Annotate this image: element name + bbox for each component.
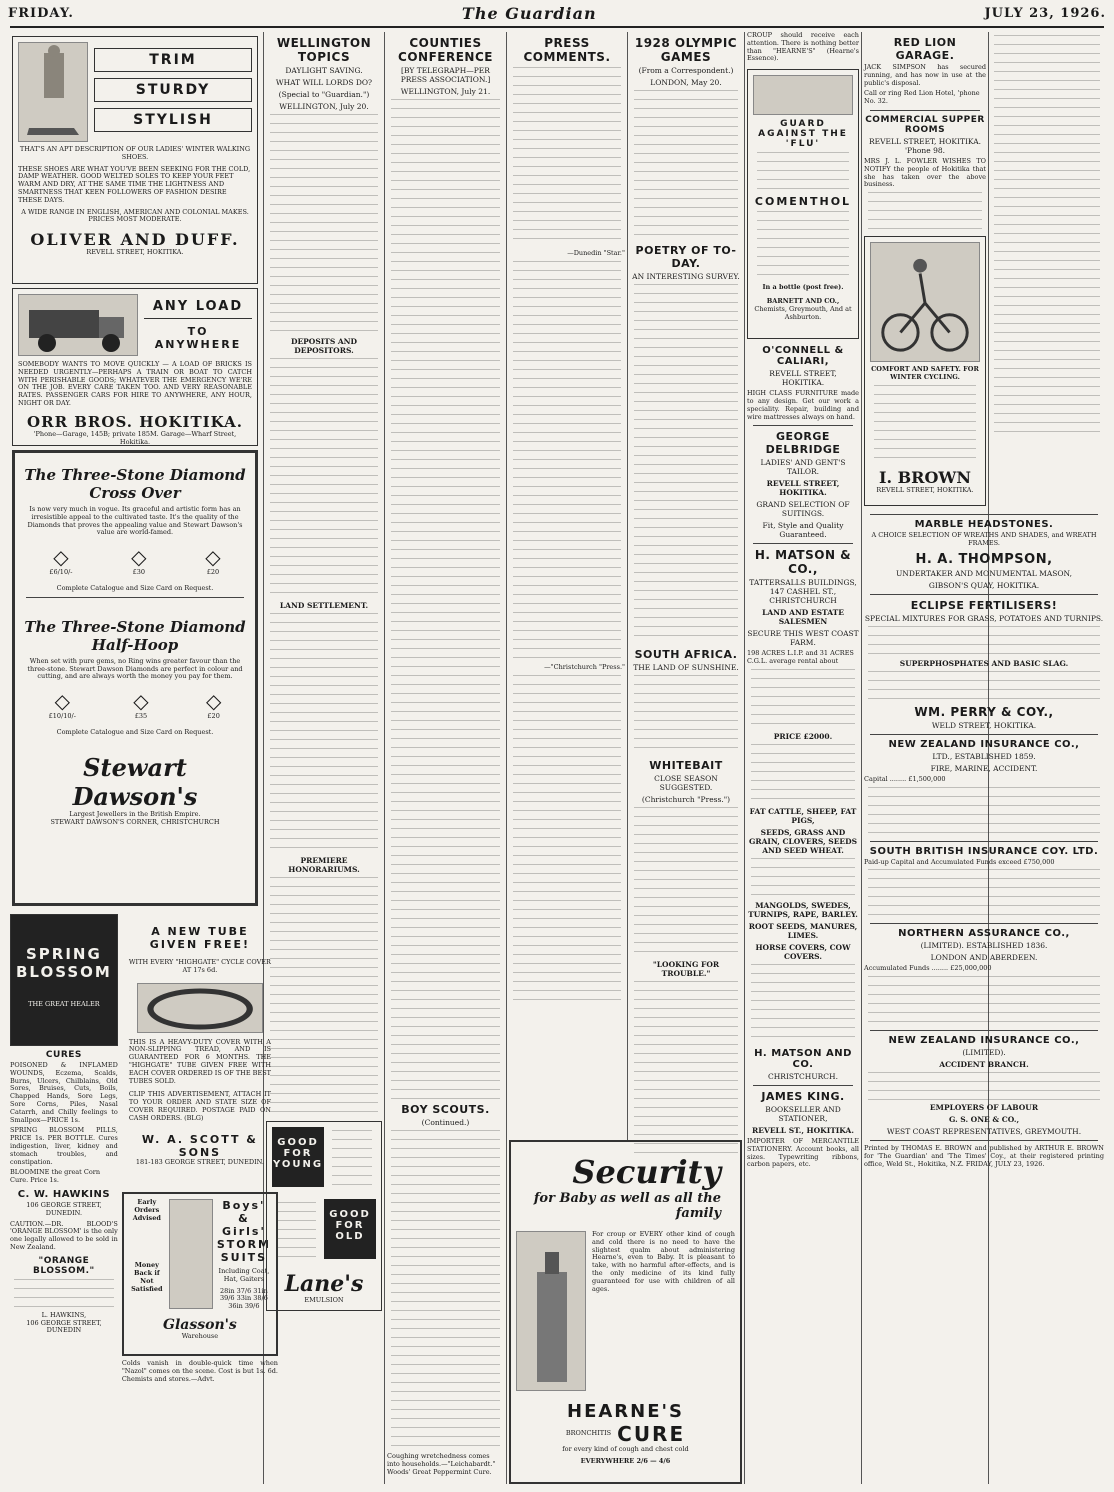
employers-heading: EMPLOYERS OF LABOUR: [929, 1103, 1039, 1113]
thompson-sub: UNDERTAKER AND MONUMENTAL MASON,: [895, 568, 1073, 578]
trim-range: A WIDE RANGE IN ENGLISH, AMERICAN AND COLONIAL MAKES. PRICES MOST MODERATE.: [21, 207, 249, 224]
africa-title: SOUTH AFRICA.: [634, 648, 738, 661]
nzi2-name: NEW ZEALAND INSURANCE CO.,: [888, 1035, 1080, 1047]
delbridge-fit: Fit, Style and Quality Guaranteed.: [762, 521, 844, 540]
column-7: [747, 32, 859, 1484]
barnett-name: BARNETT AND CO.,: [766, 296, 840, 305]
column-counties: [387, 32, 504, 1484]
blossom-sub: THE GREAT HEALER: [28, 1000, 100, 1008]
supper-text: MRS J. L. FOWLER WISHES TO NOTIFY the people of Hokitika that she has taken over the above business.: [864, 156, 986, 189]
northern-funds: Accumulated Funds ........ £25,000,000: [864, 964, 992, 973]
truck-illustration: [18, 294, 138, 356]
hmatson-acres: 198 ACRES L.I.P. and 31 ACRES C.G.L. average rental about: [747, 649, 854, 666]
oliver-address: REVELL STREET, HOKITIKA.: [86, 248, 184, 257]
lanes-good-old: GOOD FOR OLD: [324, 1199, 376, 1259]
nzi-capital: Capital ........ £1,500,000: [864, 774, 946, 783]
caution-text: CAUTION.—DR. BLOOD'S 'ORANGE BLOSSOM' is the only one legally allowed to be sold in New Zealand.: [10, 1219, 118, 1251]
ring-item: [131, 545, 146, 577]
col8-left: [864, 32, 986, 510]
tube-title: A NEW TUBE GIVEN FREE!: [149, 925, 251, 951]
comenthol-name: COMENTHOL: [754, 195, 852, 209]
lanes-sub: EMULSION: [304, 1296, 344, 1304]
lanes-brand: Lane's: [284, 1271, 364, 1297]
hmatson-sub: TATTERSALLS BUILDINGS, 147 CASHEL ST., CHRISTCHURCH: [749, 578, 857, 606]
honours-heading: PREMIERE HONORARIUMS.: [288, 856, 360, 874]
james-sub: BOOKSELLER AND STATIONER,: [765, 1104, 841, 1123]
cure-word: CURE: [617, 1422, 686, 1446]
wellington-sub1: DAYLIGHT SAVING.: [285, 66, 363, 75]
olympic-date: LONDON, May 20.: [650, 78, 722, 87]
james-address: REVELL ST., HOKITIKA.: [752, 1125, 854, 1135]
orr-bros-ad: [12, 288, 258, 446]
thompson-address: GIBSON'S QUAY, HOKITIKA.: [928, 580, 1040, 590]
glasson-sub: Warehouse: [181, 1331, 219, 1340]
hmatson-cattle: FAT CATTLE, SHEEP, FAT PIGS,: [749, 806, 857, 825]
scott-address: 181-183 GEORGE STREET, DUNEDIN.: [135, 1157, 264, 1166]
red-lion-garage: RED LION GARAGE.: [893, 36, 957, 62]
hawkins2-name: L. HAWKINS,: [41, 1310, 87, 1319]
dunedin-star: —Dunedin "Star.": [567, 249, 625, 257]
ring-item: [49, 545, 72, 577]
coughing-text: Coughing wretchedness comes into households.—"Leichabardt.": [387, 1452, 496, 1468]
ring-icon: ◇: [205, 689, 222, 714]
storm-sizes: 28in 37/6 31in 39/6 33in 38/6 36in 39/6: [219, 1286, 268, 1311]
to-anywhere: TO ANYWHERE: [154, 325, 242, 351]
delbridge-address: REVELL STREET, HOKITIKA.: [766, 479, 840, 498]
tube-text: THIS IS A HEAVY-DUTY COVER WITH A NON-SLIPPING TREAD, AND IS GUARANTEED FOR 6 MONTHS. THE "HIGHGATE" TUBE GIVEN FREE WITH EACH COVER ORDERED IS OF THE BEST TUBES SOLD.: [128, 1037, 271, 1085]
any-load: ANY LOAD: [144, 299, 252, 319]
comenthol-ad: [747, 69, 859, 339]
diamond1-rings: [20, 545, 250, 577]
hmatson-name: H. MATSON & CO.,: [754, 548, 852, 577]
whitebait-sub: CLOSE SEASON SUGGESTED.: [654, 774, 718, 792]
bronchitis-word: BRONCHITIS: [565, 1429, 612, 1438]
diamond1-title: The Three-Stone Diamond Cross Over: [24, 466, 246, 502]
trim-caption: THAT'S AN APT DESCRIPTION OF OUR LADIES' WINTER WALKING SHOES.: [19, 145, 251, 161]
cycling-ad: [864, 236, 986, 506]
gs-name: G. S. ONE & CO.,: [948, 1115, 1020, 1125]
northern-sub: (LIMITED). ESTABLISHED 1836.: [920, 941, 1048, 951]
ring-price: £10/10/-: [48, 712, 76, 721]
masthead: [0, 0, 1114, 26]
gs-sub: WEST COAST REPRESENTATIVES, GREYMOUTH.: [886, 1127, 1082, 1137]
hawkins-address: 106 GEORGE STREET, DUNEDIN.: [26, 1200, 102, 1217]
orr-phone: 'Phone—Garage, 145B; private 185M. Garage—Wharf Street, Hokitika.: [33, 429, 237, 446]
nzi-sub: LTD., ESTABLISHED 1859.: [932, 751, 1036, 761]
marble-headstones: MARBLE HEADSTONES.: [914, 519, 1054, 531]
column-wellington: [266, 32, 382, 1484]
diamond2-rings: [20, 689, 250, 721]
child-illustration: [169, 1199, 213, 1309]
oconnell-name: O'CONNELL & CALIARI,: [762, 345, 844, 368]
ring-icon: ◇: [205, 545, 221, 570]
colds-text: Colds vanish in double-quick time when "Nazol" comes on the scene. Cost is but 1s. 6d. Chemists and stores.—Advt.: [121, 1359, 278, 1383]
oconnell-address: REVELL STREET, HOKITIKA.: [769, 369, 837, 388]
eclipse-sub: SPECIAL MIXTURES FOR GRASS, POTATOES AND TURNIPS.: [864, 613, 1104, 623]
oconnell-text: HIGH CLASS FURNITURE made to any design. Get our work a speciality. Repair, building and wire mattresses always on hand.: [747, 389, 859, 421]
column-divider: [384, 32, 385, 1484]
masthead-rule: [10, 26, 1104, 28]
ring-price: £20: [206, 568, 220, 577]
ring-item: [133, 689, 148, 721]
hmatson-secure: SECURE THIS WEST COAST FARM.: [747, 629, 859, 648]
orr-bros: ORR BROS. HOKITIKA.: [27, 412, 243, 431]
early-orders: Early Orders Advised: [132, 1198, 161, 1222]
stylish-word: STYLISH: [94, 108, 252, 132]
eclipse-fertilisers: ECLIPSE FERTILISERS!: [910, 598, 1058, 612]
tube-column: [122, 910, 278, 1383]
hmatson-bottom-sub: CHRISTCHURCH.: [768, 1071, 838, 1081]
tube-illustration: [137, 983, 263, 1033]
ring-icon: ◇: [54, 689, 70, 714]
wellington-date: WELLINGTON, July 20.: [279, 102, 369, 111]
trim-text: THESE SHOES ARE WHAT YOU'VE BEEN SEEKING FOR THE COLD, DAMP WEATHER. GOOD WELTED SOLES TO KEEP YOUR FEET WARM AND DRY, AT THE SAME TIME THE LIGHTNESS AND SMARTNESS THAT KEEN FOLLOWERS OF FASHION DESIRE THESE DAYS.: [18, 164, 251, 204]
hmatson-barley: MANGOLDS, SWEDES, TURNIPS, RAPE, BARLEY.: [748, 900, 858, 919]
garage-phone: Call or ring Red Lion Hotel, 'phone No. 32.: [864, 89, 980, 106]
garage-text: JACK SIMPSON has secured running, and has now in use at the public's disposal.: [864, 63, 986, 87]
south-british: SOUTH BRITISH INSURANCE COY. LTD.: [869, 845, 1099, 857]
storm-suits-ad: [122, 1192, 278, 1356]
ring-icon: ◇: [53, 545, 69, 570]
hawkins2-address: 106 GEORGE STREET, DUNEDIN: [26, 1318, 102, 1335]
lanes-good-young: GOOD FOR YOUNG: [272, 1127, 324, 1187]
blossom-title: SPRING BLOSSOM: [16, 945, 112, 981]
col8-right: [990, 32, 1104, 510]
stewart-address: STEWART DAWSON'S CORNER, CHRISTCHURCH: [50, 817, 220, 826]
cycle-caption: COMFORT AND SAFETY. FOR WINTER CYCLING.: [871, 365, 979, 381]
security-headline: for Baby as well as all the family: [533, 1191, 721, 1221]
accident-branch: ACCIDENT BRANCH.: [939, 1060, 1029, 1070]
counties-byline: [BY TELEGRAPH—PER PRESS ASSOCIATION.]: [400, 66, 491, 84]
tube-sub: WITH EVERY "HIGHGATE" CYCLE COVER AT 17s 6d.: [128, 958, 271, 974]
guard-title: GUARD AGAINST THE 'FLU': [758, 119, 848, 150]
boy-scouts-sub: (Continued.): [421, 1118, 470, 1127]
blossom-column: [10, 910, 118, 1383]
guard-illustration: [753, 75, 853, 115]
ring-price: £30: [132, 568, 146, 577]
delbridge-name: GEORGE DELBRIDGE: [765, 430, 841, 457]
supper-address: REVELL STREET, HOKITIKA. 'Phone 98.: [868, 136, 982, 155]
column-divider: [861, 32, 862, 1484]
poetry-title: POETRY OF TO-DAY.: [635, 244, 737, 270]
brown-address: REVELL STREET, HOKITIKA.: [876, 485, 974, 494]
diamond-note-2: Complete Catalogue and Size Card on Request.: [56, 727, 214, 736]
everywhere-price: EVERYWHERE 2/6 — 4/6: [580, 1456, 671, 1465]
printed-by: Printed by THOMAS E. BROWN and published by ARTHUR E. BROWN for 'The Guardian' and 'The Times' Coy., at their registered printing office, Weld St., Hokitika, N.Z. FRIDAY, JULY 23, 1926.: [864, 1144, 1104, 1168]
cure-sub: for every kind of cough and chest cold: [562, 1445, 689, 1453]
thompson-name: H. A. THOMPSON,: [915, 551, 1053, 567]
whitebait-byline: (Christchurch "Press."): [641, 795, 731, 804]
press-title: PRESS COMMENTS.: [523, 36, 611, 64]
hmatson-land: LAND AND ESTATE SALESMEN: [762, 608, 844, 627]
masthead-date: JULY 23, 1926.: [984, 5, 1106, 21]
hmatson-seeds: SEEDS, GRASS AND GRAIN, CLOVERS, SEEDS AND SEED WHEAT.: [748, 827, 858, 855]
delbridge-sub: LADIES' AND GENT'S TAILOR.: [760, 458, 846, 477]
shoe-illustration: [18, 42, 88, 142]
eclipse-slag: SUPERPHOSPHATES AND BASIC SLAG.: [899, 658, 1069, 668]
depositors-heading: DEPOSITS AND DEPOSITORS.: [290, 337, 358, 355]
hmatson-manures: ROOT SEEDS, MANURES, LIMES.: [748, 921, 858, 940]
counties-date: WELLINGTON, July 21.: [400, 87, 491, 96]
storm-sub: Including Coat, Hat, Gaiters: [218, 1267, 270, 1283]
wellington-byline: (Special to "Guardian."): [278, 90, 370, 99]
cyclist-illustration: [870, 242, 980, 362]
sbi-capital: Paid-up Capital and Accumulated Funds exceed £750,000: [864, 857, 1055, 866]
stewart-sub: Largest Jewellers in the British Empire.: [69, 809, 201, 818]
marble-text: A CHOICE SELECTION OF WREATHS AND SHADES, and WREATH FRAMES.: [871, 531, 1097, 547]
lanes-emulsion-ad: [266, 1121, 382, 1311]
diamond-note: Complete Catalogue and Size Card on Request.: [56, 583, 214, 592]
column-8: [864, 32, 1104, 1484]
olympic-title: 1928 OLYMPIC GAMES: [634, 36, 738, 64]
diamond2-title: The Three-Stone Diamond Half-Hoop: [24, 617, 246, 654]
perry-address: WELD STREET, HOKITIKA.: [931, 720, 1037, 730]
nzi-name: NEW ZEALAND INSURANCE CO.,: [888, 738, 1080, 750]
africa-sub: THE LAND OF SUNSHINE.: [633, 663, 739, 672]
hmatson-price: PRICE £2000.: [773, 731, 833, 741]
trim-word: TRIM: [94, 48, 252, 72]
masthead-title: The Guardian: [461, 3, 597, 23]
security-word: Security: [572, 1153, 721, 1191]
commercial-supper-rooms: COMMERCIAL SUPPER ROOMS: [865, 114, 985, 135]
stewart-dawson-ad: [12, 450, 258, 906]
ring-price: £35: [134, 712, 148, 721]
spring-blossom-ad: [10, 914, 118, 1046]
poetry-sub: AN INTERESTING SURVEY.: [632, 272, 740, 281]
blossom-text: POISONED & INFLAMED WOUNDS, Eczema, Scalds, Burns, Ulcers, Chilblains, Old Sores, Bruises, Cuts, Boils, Chapped Hands, Sore Legs, Sore Corns, Piles, Nasal Catarrh, and Chilly feelings to Smallpox—PRICE 1s.: [10, 1061, 118, 1124]
sturdy-word: STURDY: [94, 78, 252, 102]
oliver-duff: OLIVER AND DUFF.: [30, 230, 240, 250]
column-1: [10, 32, 278, 1484]
stewart-dawson-name: Stewart Dawson's: [72, 752, 198, 811]
security-text: For croup or EVERY other kind of cough and cold there is no need to have the slightest qualm about administering Hearne's, even to Baby. It is pleasant to take, with no harmful after-effects, and is the only medicine of its kind fully guaranteed for use with children of all ages.: [592, 1230, 735, 1293]
counties-title: COUNTIES CONFERENCE: [398, 36, 493, 64]
northern-assurance: NORTHERN ASSURANCE CO.,: [898, 928, 1070, 940]
whitebait-title: WHITEBAIT: [649, 759, 723, 772]
nzi2-sub: (LIMITED).: [962, 1048, 1006, 1058]
delbridge-suits: GRAND SELECTION OF SUITINGS.: [756, 500, 850, 519]
ring-item: [206, 689, 221, 721]
hmatson-bottom: H. MATSON AND CO.: [754, 1047, 852, 1070]
masthead-day: FRIDAY.: [8, 5, 74, 21]
ring-item: [205, 545, 220, 577]
james-text: IMPORTER OF MERCANTILE STATIONERY. Account books, all sizes. Typewriting ribbons, carbon papers, etc.: [747, 1136, 859, 1169]
christchurch-press: —"Christchurch "Press.": [544, 662, 625, 671]
orange-blossom: "ORANGE BLOSSOM.": [33, 1255, 95, 1276]
diamond1-text: Is now very much in vogue. Its graceful and artistic form has an irresistible appeal to the cultivated taste. It's the quality of the Diamonds that proves the appealing value and Stewart Dawson's value are world-famed.: [27, 505, 243, 537]
nzi-fire: FIRE, MARINE, ACCIDENT.: [930, 763, 1038, 773]
orr-text: SOMEBODY WANTS TO MOVE QUICKLY — A LOAD OF BRICKS IS NEEDED URGENTLY—PERHAPS A TRAIN OR BOAT TO CATCH WITH PERISHABLE GOODS; WHATEVER THE EMERGENCY WE'RE ON THE JOB. EVERY CARE TAKEN TOO. AND VERY REASONABLE RATES. PASSENGER CARS FOR HIRE TO ANYWHERE, ANY HOUR, NIGHT OR DAY.: [18, 360, 252, 407]
brown-name: I. BROWN: [879, 467, 971, 487]
wellington-sub2: WHAT WILL LORDS DO?: [275, 78, 373, 87]
perry-name: WM. PERRY & COY.,: [914, 704, 1054, 719]
column-divider: [744, 32, 745, 1484]
james-king: JAMES KING.: [761, 1089, 845, 1103]
ring-price: £20: [207, 712, 220, 721]
barnett-address: Chemists, Greymouth, And at Ashburton.: [754, 304, 852, 321]
money-back: Money Back if Not Satisfied: [131, 1261, 163, 1293]
looking-for-trouble: "LOOKING FOR TROUBLE.": [652, 960, 720, 978]
woods-cure: Woods' Great Peppermint Cure.: [387, 1467, 492, 1476]
land-heading: LAND SETTLEMENT.: [279, 601, 369, 610]
scott-name: W. A. SCOTT & SONS: [141, 1132, 258, 1159]
tube-clip: CLIP THIS ADVERTISEMENT, ATTACH IT TO YOUR ORDER AND STATE SIZE OF COVER REQUIRED. POSTAGE PAID ON CASH ORDERS. (BLG): [128, 1090, 271, 1122]
column-olympic: [630, 32, 742, 1138]
ring-price: £6/10/-: [49, 568, 73, 577]
bloomine: BLOOMINE the great Corn Cure. Price 1s.: [10, 1168, 101, 1185]
boy-scouts-title: BOY SCOUTS.: [401, 1103, 490, 1116]
ring-item: [49, 689, 76, 721]
hawkins-name: C. W. HAWKINS: [17, 1188, 111, 1200]
trim-shoes-ad: [12, 36, 258, 284]
olympic-byline: (From a Correspondent.): [638, 66, 734, 75]
northern-address: LONDON AND ABERDEEN.: [930, 953, 1038, 963]
horse-covers: HORSE COVERS, COW COVERS.: [755, 942, 851, 961]
tube-ad: [122, 914, 278, 1188]
storm-title: Boys' & Girls' STORM SUITS: [216, 1199, 272, 1264]
hearnes-ad: [509, 1140, 742, 1484]
glasson-name: Glasson's: [163, 1316, 237, 1333]
ring-icon: ◇: [131, 545, 147, 570]
column-divider: [506, 32, 507, 1484]
col1-bottom: [10, 910, 278, 1383]
blossom-cures: CURES: [45, 1050, 82, 1060]
blossom-pills: SPRING BLOSSOM PILLS, PRICE 1s. PER BOTTLE. Cures indigestion, liver, kidney and stomach troubles, and constipation.: [10, 1126, 118, 1166]
croup-text: CROUP should receive each attention. There is nothing better than "HEARNE'S" (Hearne's Essence).: [747, 31, 859, 63]
hearnes-name: HEARNE'S: [567, 1401, 684, 1422]
wellington-title: WELLINGTON TOPICS: [276, 36, 372, 64]
diamond2-text: When set with pure gems, no Ring wins greater favour than the three-stone. Stewart Dawson Diamonds are perfect in colour and cutting, and are always worth the money you pay for them.: [27, 656, 243, 681]
comenthol-price: In a bottle (post free).: [762, 283, 844, 292]
ring-icon: ◇: [133, 689, 149, 714]
hearnes-bottle-illustration: [516, 1231, 586, 1391]
